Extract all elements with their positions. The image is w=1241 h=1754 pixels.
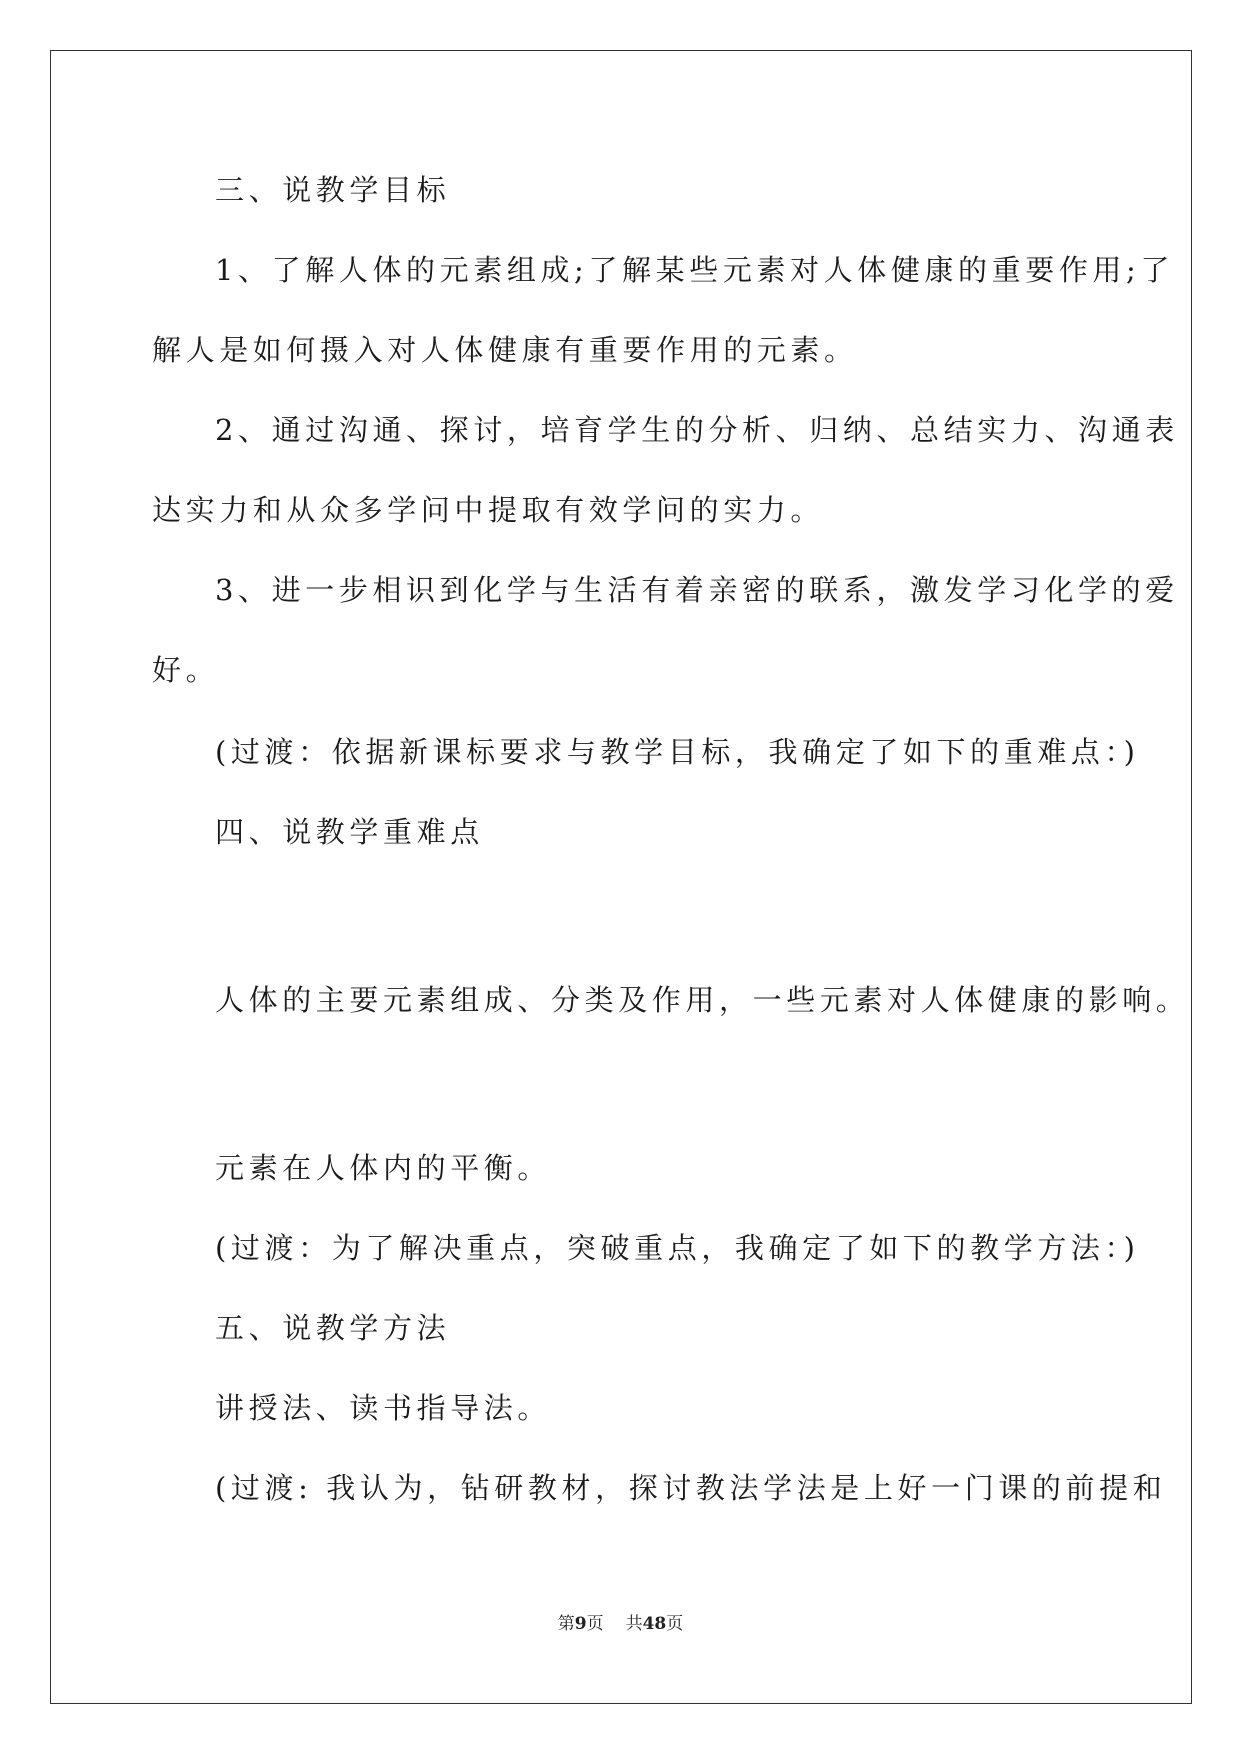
objective-2-line-1: 2、通过沟通、探讨，培育学生的分析、归纳、总结实力、沟通表 [215, 413, 1179, 447]
section-heading-methods: 五、说教学方法 [215, 1311, 451, 1345]
footer-total-prefix: 共 [625, 1614, 643, 1634]
footer-current-page: 9 [574, 1614, 587, 1634]
objective-3-line-2: 好。 [152, 653, 220, 687]
key-point-text: 人体的主要元素组成、分类及作用，一些元素对人体健康的影响。 [215, 983, 1190, 1017]
objective-3-line-1: 3、进一步相识到化学与生活有着亲密的联系，激发学习化学的爱 [215, 573, 1179, 607]
page-border [50, 50, 1192, 1704]
transition-note-3: (过渡: 我认为，钻研教材，探讨教法学法是上好一门课的前提和 [215, 1471, 1167, 1505]
section-heading-objectives: 三、说教学目标 [215, 173, 451, 207]
objective-1-line-1: 1、了解人体的元素组成;了解某些元素对人体健康的重要作用;了 [215, 253, 1174, 287]
methods-text: 讲授法、读书指导法。 [215, 1391, 552, 1425]
footer-total-unit: 页 [666, 1614, 684, 1634]
objective-2-line-2: 达实力和从众多学问中提取有效学问的实力。 [152, 493, 825, 527]
objective-1-line-2: 解人是如何摄入对人体健康有重要作用的元素。 [152, 333, 858, 367]
footer-page-unit: 页 [586, 1614, 604, 1634]
transition-note-1: (过渡：依据新课标要求与教学目标，我确定了如下的重难点：) [215, 735, 1140, 769]
difficult-point-text: 元素在人体内的平衡。 [215, 1151, 552, 1185]
section-heading-key-points: 四、说教学重难点 [215, 815, 484, 849]
footer-total-pages: 48 [642, 1614, 667, 1634]
page-footer [0, 1612, 1241, 1636]
footer-prefix: 第 [557, 1614, 575, 1634]
transition-note-2: (过渡：为了解决重点，突破重点，我确定了如下的教学方法：) [215, 1231, 1140, 1265]
